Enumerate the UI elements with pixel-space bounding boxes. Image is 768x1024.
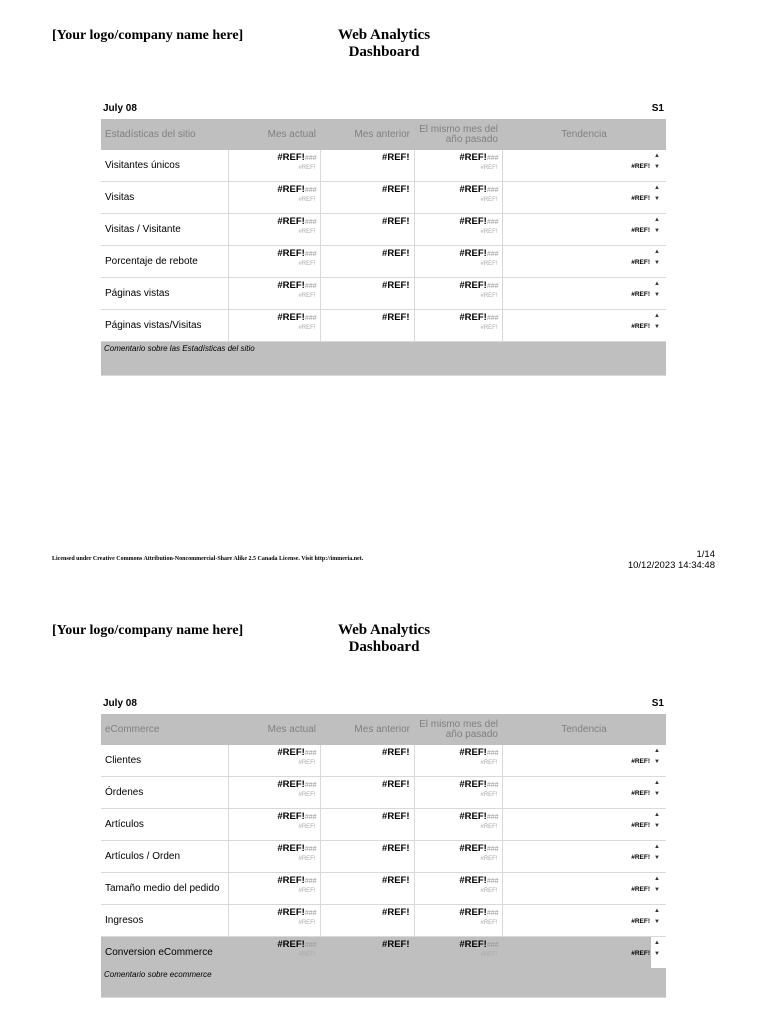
table-row [101, 809, 666, 841]
arrow-up-icon: ▲ [654, 281, 660, 287]
table-row [101, 278, 666, 310]
ref-error-subvalue: #REF! [480, 856, 498, 862]
trend-ref-value: #REF! [631, 195, 650, 202]
overflow-hash: ### [304, 315, 317, 322]
metric-label: Visitas / Visitante [101, 214, 228, 246]
ref-error-subvalue: #REF! [480, 952, 498, 958]
same-month-last-year-cell[interactable] [414, 809, 502, 841]
overflow-hash: ### [486, 251, 499, 258]
arrow-up-icon: ▲ [654, 313, 660, 319]
same-month-last-year-cell[interactable] [414, 246, 502, 278]
table-row [101, 777, 666, 809]
table-row [101, 310, 666, 342]
current-month-cell[interactable] [228, 745, 320, 777]
ref-error-value: #REF! [459, 811, 487, 822]
metric-label: Páginas vistas/Visitas [101, 310, 228, 342]
site-stats-table [101, 119, 666, 376]
arrow-up-icon: ▲ [654, 812, 660, 818]
ref-error-value: #REF! [459, 312, 487, 323]
table-row [101, 246, 666, 278]
previous-month-cell[interactable] [320, 777, 414, 809]
trend-ref-value: #REF! [631, 886, 650, 893]
overflow-hash: ### [486, 782, 499, 789]
previous-month-cell[interactable] [320, 905, 414, 937]
report-date: July 08 [103, 698, 137, 709]
ref-error-value: #REF! [277, 939, 305, 950]
ref-error-value: #REF! [459, 843, 487, 854]
metric-label: Visitas [101, 182, 228, 214]
trend-cell[interactable] [502, 937, 666, 969]
logo-placeholder: [Your logo/company name here] [52, 28, 244, 43]
trend-ref-value: #REF! [631, 950, 650, 957]
same-month-last-year-cell[interactable] [414, 873, 502, 905]
ref-error-subvalue: #REF! [298, 293, 316, 299]
ref-error-value: #REF! [382, 747, 410, 758]
current-month-cell[interactable] [228, 905, 320, 937]
ref-error-subvalue: #REF! [480, 760, 498, 766]
ref-error-value: #REF! [459, 875, 487, 886]
ref-error-subvalue: #REF! [480, 792, 498, 798]
ref-error-value: #REF! [277, 779, 305, 790]
ref-error-subvalue: #REF! [480, 165, 498, 171]
column-header-previous: Mes anterior [320, 119, 414, 150]
ref-error-value: #REF! [277, 747, 305, 758]
metric-label: Tamaño medio del pedido [101, 873, 228, 905]
comment-row [101, 342, 666, 376]
table-row [101, 182, 666, 214]
previous-month-cell[interactable] [320, 937, 414, 969]
metric-label: Órdenes [101, 777, 228, 809]
ref-error-subvalue: #REF! [298, 824, 316, 830]
arrow-down-icon: ▼ [654, 791, 660, 797]
same-month-last-year-cell[interactable] [414, 937, 502, 969]
ref-error-value: #REF! [382, 875, 410, 886]
same-month-last-year-cell[interactable] [414, 278, 502, 310]
ref-error-subvalue: #REF! [298, 760, 316, 766]
column-header-last-year: El mismo mes del año pasado [414, 119, 502, 150]
overflow-hash: ### [486, 187, 499, 194]
page-footer [600, 549, 715, 571]
current-month-cell[interactable] [228, 150, 320, 182]
trend-cell[interactable] [502, 777, 666, 809]
arrow-down-icon: ▼ [654, 324, 660, 330]
overflow-hash: ### [486, 878, 499, 885]
metric-label: Conversion eCommerce [101, 937, 228, 969]
overflow-hash: ### [304, 942, 317, 949]
ref-error-value: #REF! [459, 280, 487, 291]
arrow-up-icon: ▲ [654, 844, 660, 850]
overflow-hash: ### [304, 187, 317, 194]
arrow-down-icon: ▼ [654, 919, 660, 925]
metric-label: Visitantes únicos [101, 150, 228, 182]
arrow-up-icon: ▲ [654, 940, 660, 946]
ref-error-value: #REF! [277, 875, 305, 886]
ref-error-subvalue: #REF! [298, 165, 316, 171]
ref-error-value: #REF! [277, 312, 305, 323]
same-month-last-year-cell[interactable] [414, 150, 502, 182]
license-footer: Licensed under Creative Commons Attribution-Noncommercial-Share Alike 2.5 Canada License. Visit http://immeria.net. [52, 556, 364, 562]
arrow-down-icon: ▼ [654, 951, 660, 957]
sheet-label: S1 [651, 103, 664, 114]
previous-month-cell[interactable] [320, 150, 414, 182]
trend-cell[interactable] [502, 150, 666, 182]
metric-label: Ingresos [101, 905, 228, 937]
overflow-hash: ### [304, 155, 317, 162]
current-month-cell[interactable] [228, 214, 320, 246]
sheet-label: S1 [651, 698, 664, 709]
ref-error-subvalue: #REF! [298, 856, 316, 862]
trend-cell[interactable] [502, 182, 666, 214]
trend-ref-value: #REF! [631, 227, 650, 234]
trend-ref-value: #REF! [631, 790, 650, 797]
table-row [101, 150, 666, 182]
trend-cell[interactable] [502, 214, 666, 246]
ref-error-subvalue: #REF! [480, 824, 498, 830]
overflow-hash: ### [304, 782, 317, 789]
ref-error-value: #REF! [382, 811, 410, 822]
ref-error-subvalue: #REF! [480, 197, 498, 203]
ref-error-value: #REF! [382, 216, 410, 227]
overflow-hash: ### [304, 846, 317, 853]
trend-ref-value: #REF! [631, 822, 650, 829]
ref-error-subvalue: #REF! [480, 888, 498, 894]
same-month-last-year-cell[interactable] [414, 777, 502, 809]
ref-error-value: #REF! [382, 939, 410, 950]
overflow-hash: ### [486, 942, 499, 949]
previous-month-cell[interactable] [320, 182, 414, 214]
arrow-down-icon: ▼ [654, 228, 660, 234]
ref-error-subvalue: #REF! [298, 325, 316, 331]
table-row [101, 873, 666, 905]
arrow-up-icon: ▲ [654, 185, 660, 191]
comment-text[interactable]: Comentario sobre las Estadísticas del sitio [101, 342, 666, 376]
ref-error-subvalue: #REF! [298, 952, 316, 958]
ref-error-value: #REF! [382, 280, 410, 291]
previous-month-cell[interactable] [320, 310, 414, 342]
previous-month-cell[interactable] [320, 214, 414, 246]
trend-ref-value: #REF! [631, 163, 650, 170]
ref-error-value: #REF! [277, 280, 305, 291]
trend-cell[interactable] [502, 905, 666, 937]
arrow-up-icon: ▲ [654, 780, 660, 786]
overflow-hash: ### [486, 910, 499, 917]
ref-error-subvalue: #REF! [480, 325, 498, 331]
current-month-cell[interactable] [228, 809, 320, 841]
previous-month-cell[interactable] [320, 246, 414, 278]
previous-month-cell[interactable] [320, 809, 414, 841]
overflow-hash: ### [486, 814, 499, 821]
trend-cell[interactable] [502, 745, 666, 777]
overflow-hash: ### [304, 878, 317, 885]
arrow-down-icon: ▼ [654, 823, 660, 829]
ref-error-subvalue: #REF! [298, 261, 316, 267]
table-header-row [101, 119, 666, 150]
metric-label: Páginas vistas [101, 278, 228, 310]
trend-cell[interactable] [502, 310, 666, 342]
overflow-hash: ### [304, 251, 317, 258]
trend-ref-value: #REF! [631, 259, 650, 266]
same-month-last-year-cell[interactable] [414, 841, 502, 873]
page-number: 1/14 [696, 549, 715, 560]
arrow-down-icon: ▼ [654, 196, 660, 202]
arrow-up-icon: ▲ [654, 249, 660, 255]
trend-ref-value: #REF! [631, 323, 650, 330]
comment-row [101, 968, 666, 998]
comment-text[interactable]: Comentario sobre ecommerce [101, 968, 666, 998]
overflow-hash: ### [304, 750, 317, 757]
previous-month-cell[interactable] [320, 745, 414, 777]
print-datetime: 10/12/2023 14:34:48 [627, 560, 715, 571]
ref-error-subvalue: #REF! [298, 229, 316, 235]
ref-error-value: #REF! [459, 216, 487, 227]
trend-ref-value: #REF! [631, 918, 650, 925]
dashboard-title: Web Analytics Dashboard [337, 27, 431, 60]
ref-error-subvalue: #REF! [298, 888, 316, 894]
current-month-cell[interactable] [228, 937, 320, 969]
arrow-down-icon: ▼ [654, 292, 660, 298]
overflow-hash: ### [486, 155, 499, 162]
ref-error-value: #REF! [382, 184, 410, 195]
same-month-last-year-cell[interactable] [414, 310, 502, 342]
ref-error-value: #REF! [459, 152, 487, 163]
logo-placeholder: [Your logo/company name here] [52, 623, 244, 638]
trend-cell[interactable] [502, 246, 666, 278]
trend-ref-value: #REF! [631, 291, 650, 298]
trend-cell[interactable] [502, 278, 666, 310]
table-row [101, 214, 666, 246]
same-month-last-year-cell[interactable] [414, 214, 502, 246]
current-month-cell[interactable] [228, 777, 320, 809]
ref-error-value: #REF! [382, 907, 410, 918]
arrow-up-icon: ▲ [654, 217, 660, 223]
table-header-row [101, 714, 666, 745]
overflow-hash: ### [486, 846, 499, 853]
overflow-hash: ### [486, 315, 499, 322]
column-header-trend: Tendencia [502, 119, 666, 150]
column-header-previous: Mes anterior [320, 714, 414, 745]
table-row [101, 841, 666, 873]
ref-error-value: #REF! [382, 779, 410, 790]
trend-ref-value: #REF! [631, 854, 650, 861]
current-month-cell[interactable] [228, 278, 320, 310]
arrow-up-icon: ▲ [654, 908, 660, 914]
overflow-hash: ### [304, 814, 317, 821]
column-header-last-year: El mismo mes del año pasado [414, 714, 502, 745]
current-month-cell[interactable] [228, 841, 320, 873]
same-month-last-year-cell[interactable] [414, 905, 502, 937]
previous-month-cell[interactable] [320, 873, 414, 905]
ref-error-subvalue: #REF! [480, 920, 498, 926]
ref-error-value: #REF! [382, 843, 410, 854]
arrow-down-icon: ▼ [654, 855, 660, 861]
trend-cell[interactable] [502, 841, 666, 873]
current-month-cell[interactable] [228, 182, 320, 214]
overflow-hash: ### [304, 283, 317, 290]
arrow-down-icon: ▼ [654, 759, 660, 765]
report-date: July 08 [103, 103, 137, 114]
ecommerce-table [101, 714, 666, 998]
ref-error-value: #REF! [459, 184, 487, 195]
ref-error-value: #REF! [277, 152, 305, 163]
ref-error-value: #REF! [459, 907, 487, 918]
ref-error-subvalue: #REF! [480, 261, 498, 267]
same-month-last-year-cell[interactable] [414, 745, 502, 777]
ref-error-subvalue: #REF! [480, 293, 498, 299]
dashboard-title: Web Analytics Dashboard [337, 622, 431, 655]
table-row [101, 745, 666, 777]
ref-error-value: #REF! [459, 939, 487, 950]
table-row [101, 937, 666, 969]
ref-error-value: #REF! [277, 184, 305, 195]
overflow-hash: ### [304, 910, 317, 917]
ref-error-value: #REF! [277, 907, 305, 918]
ref-error-subvalue: #REF! [298, 197, 316, 203]
metric-label: Artículos [101, 809, 228, 841]
ref-error-value: #REF! [277, 248, 305, 259]
column-header-section: eCommerce [101, 714, 228, 745]
column-header-current: Mes actual [228, 714, 320, 745]
arrow-up-icon: ▲ [654, 153, 660, 159]
current-month-cell[interactable] [228, 246, 320, 278]
column-header-current: Mes actual [228, 119, 320, 150]
metric-label: Clientes [101, 745, 228, 777]
ref-error-value: #REF! [277, 216, 305, 227]
overflow-hash: ### [486, 219, 499, 226]
overflow-hash: ### [304, 219, 317, 226]
current-month-cell[interactable] [228, 310, 320, 342]
arrow-down-icon: ▼ [654, 164, 660, 170]
column-header-section: Estadísticas del sitio [101, 119, 228, 150]
ref-error-value: #REF! [459, 747, 487, 758]
ref-error-value: #REF! [459, 248, 487, 259]
overflow-hash: ### [486, 283, 499, 290]
table-row [101, 905, 666, 937]
arrow-down-icon: ▼ [654, 887, 660, 893]
previous-month-cell[interactable] [320, 278, 414, 310]
trend-cell[interactable] [502, 873, 666, 905]
same-month-last-year-cell[interactable] [414, 182, 502, 214]
ref-error-value: #REF! [382, 152, 410, 163]
trend-cell[interactable] [502, 809, 666, 841]
metric-label: Porcentaje de rebote [101, 246, 228, 278]
ref-error-subvalue: #REF! [298, 792, 316, 798]
ref-error-value: #REF! [459, 779, 487, 790]
ref-error-value: #REF! [277, 811, 305, 822]
arrow-up-icon: ▲ [654, 748, 660, 754]
metric-label: Artículos / Orden [101, 841, 228, 873]
arrow-up-icon: ▲ [654, 876, 660, 882]
trend-ref-value: #REF! [631, 758, 650, 765]
current-month-cell[interactable] [228, 873, 320, 905]
previous-month-cell[interactable] [320, 841, 414, 873]
column-header-trend: Tendencia [502, 714, 666, 745]
ref-error-subvalue: #REF! [298, 920, 316, 926]
overflow-hash: ### [486, 750, 499, 757]
ref-error-value: #REF! [277, 843, 305, 854]
ref-error-value: #REF! [382, 312, 410, 323]
ref-error-value: #REF! [382, 248, 410, 259]
arrow-down-icon: ▼ [654, 260, 660, 266]
ref-error-subvalue: #REF! [480, 229, 498, 235]
